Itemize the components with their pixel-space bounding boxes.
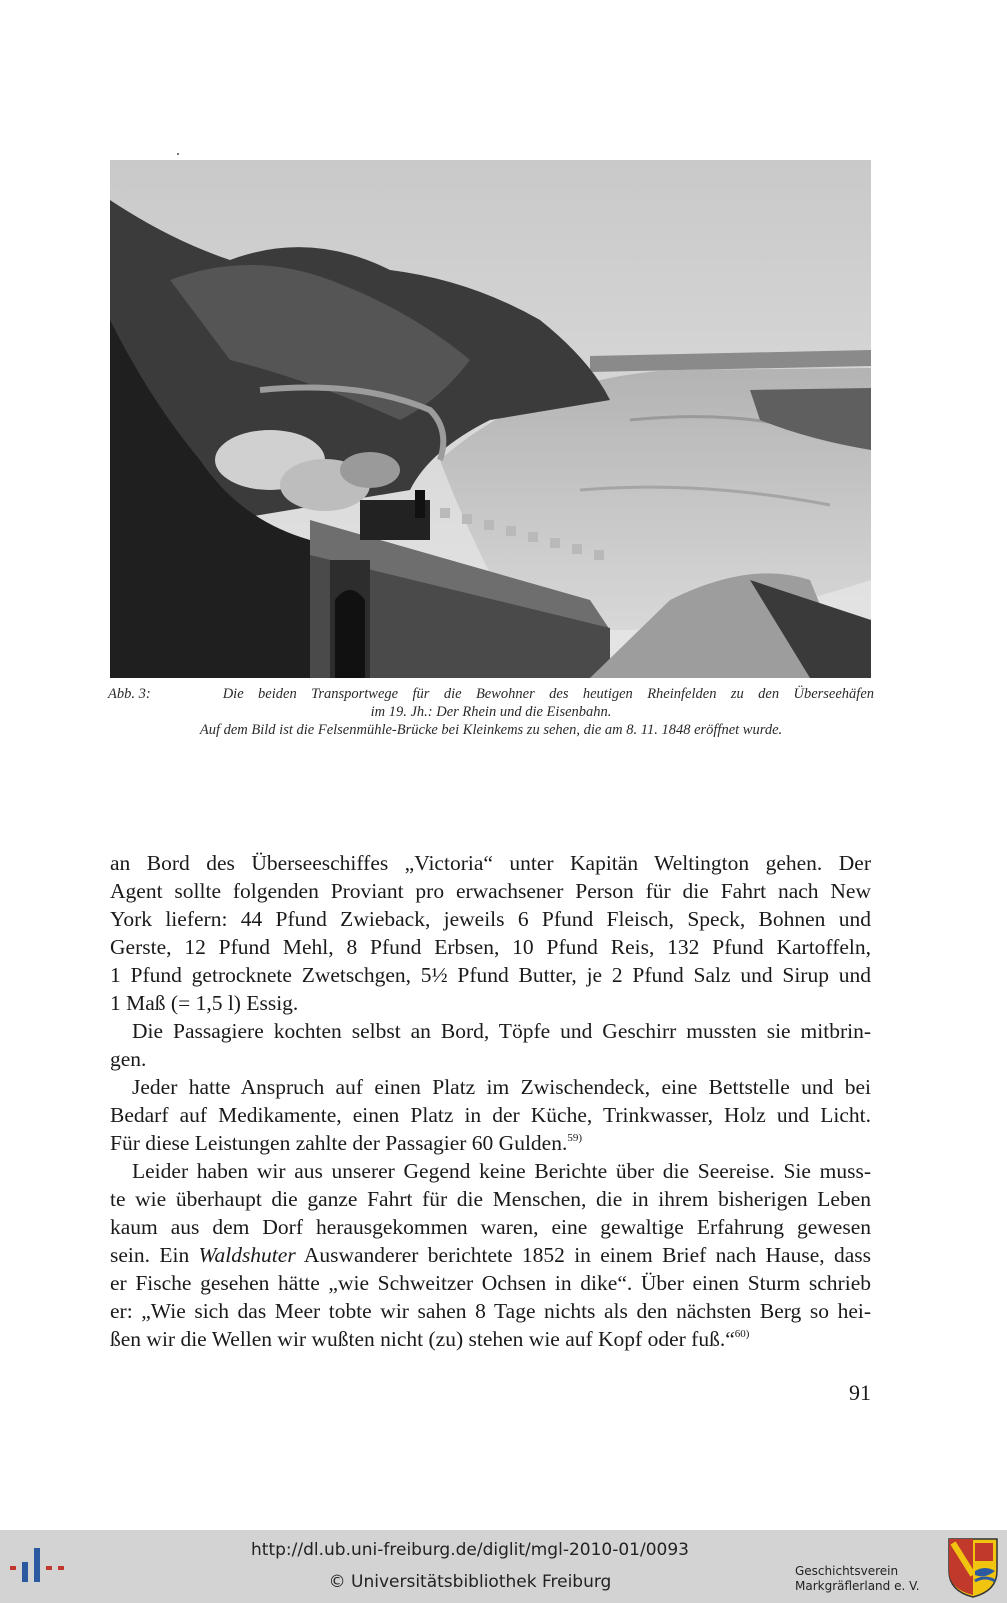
text-line: Agent sollte folgenden Proviant pro erwachsener Person für die Fahrt nach New — [110, 879, 871, 903]
text-line: York liefern: 44 Pfund Zwieback, jeweils 6 Pfund Fleisch, Speck, Bohnen und — [110, 907, 871, 931]
text-line — [110, 1241, 871, 1269]
text-line — [110, 1325, 871, 1353]
paragraph-2 — [110, 1017, 871, 1073]
text-line: kaum aus dem Dorf herausgekommen waren, eine gewaltige Erfahrung gewesen — [110, 1215, 871, 1239]
caption-label: Abb. 3: — [108, 686, 151, 702]
italic-place-name: Waldshuter — [198, 1243, 296, 1267]
text-line: er Fische gesehen hätte „wie Schweitzer Ochsen in dike“. Über einen Sturm schrieb — [110, 1271, 871, 1295]
paragraph-4 — [110, 1157, 871, 1353]
text-line: Leider haben wir aus unserer Gegend keine Berichte über die Seereise. Sie muss- — [132, 1159, 871, 1183]
text-line: er: „Wie sich das Meer tobte wir sahen 8 Tage nichts als den nächsten Berg so hei- — [110, 1299, 871, 1323]
document-url[interactable]: http://dl.ub.uni-freiburg.de/diglit/mgl-2010-01/0093 — [251, 1540, 689, 1560]
text-segment: Für diese Leistungen zahlte der Passagier 60 Gulden. — [110, 1131, 568, 1155]
figure-illustration — [110, 160, 871, 678]
text-segment: ßen wir die Wellen wir wußten nicht (zu) stehen wie auf Kopf oder fuß.“ — [110, 1327, 735, 1351]
figure-caption — [108, 685, 874, 739]
text-line — [110, 1129, 871, 1157]
society-line-1: Geschichtsverein — [795, 1564, 899, 1578]
text-line: an Bord des Überseeschiffes „Victoria“ unter Kapitän Weltington gehen. Der — [110, 851, 871, 875]
text-line: gen. — [110, 1047, 147, 1071]
caption-text-1: Die beiden Transportwege für die Bewohner des heutigen Rheinfelden zu den Überseehäfen — [222, 686, 875, 702]
text-line: te wie überhaupt die ganze Fahrt für die Menschen, die in ihrem bisherigen Leben — [110, 1187, 871, 1211]
text-line: Bedarf auf Medikamente, einen Platz in der Küche, Trinkwasser, Holz und Licht. — [110, 1103, 871, 1127]
caption-line-3: Auf dem Bild ist die Felsenmühle-Brücke bei Kleinkems zu sehen, die am 8. 11. 1848 eröffnet wurde. — [199, 722, 783, 738]
text-line: 1 Pfund getrocknete Zwetschgen, 5½ Pfund Butter, je 2 Pfund Salz und Sirup und — [110, 963, 871, 987]
viewer-footer — [0, 1530, 1007, 1603]
text-segment: sein. Ein — [110, 1243, 199, 1267]
footnote-60: 60) — [734, 1328, 750, 1340]
text-line: Jeder hatte Anspruch auf einen Platz im Zwischendeck, eine Bettstelle und bei — [132, 1075, 871, 1099]
text-line: Gerste, 12 Pfund Mehl, 8 Pfund Erbsen, 10 Pfund Reis, 132 Pfund Kartoffeln, — [110, 935, 871, 959]
caption-line-1 — [108, 685, 874, 703]
text-segment: Auswanderer berichtete 1852 in einem Brief nach Hause, dass — [295, 1243, 871, 1267]
paragraph-1 — [110, 849, 871, 1017]
coat-of-arms-icon — [945, 1535, 1001, 1599]
text-line: 1 Maß (= 1,5 l) Essig. — [110, 991, 299, 1015]
paragraph-3 — [110, 1073, 871, 1157]
caption-line-2: im 19. Jh.: Der Rhein und die Eisenbahn. — [370, 704, 612, 720]
railway-bridge-rhine-illustration — [110, 160, 871, 678]
society-name — [795, 1564, 935, 1594]
ub-freiburg-logo-icon — [8, 1544, 68, 1590]
copyright: © Universitätsbibliothek Freiburg — [328, 1572, 612, 1592]
body-text — [110, 849, 871, 1353]
footnote-59: 59) — [567, 1132, 583, 1144]
speck — [177, 153, 179, 155]
page-number: 91 — [849, 1380, 871, 1405]
society-line-2: Markgräflerland e. V. — [795, 1579, 920, 1593]
text-line: Die Passagiere kochten selbst an Bord, Töpfe und Geschirr mussten sie mitbrin- — [132, 1019, 871, 1043]
